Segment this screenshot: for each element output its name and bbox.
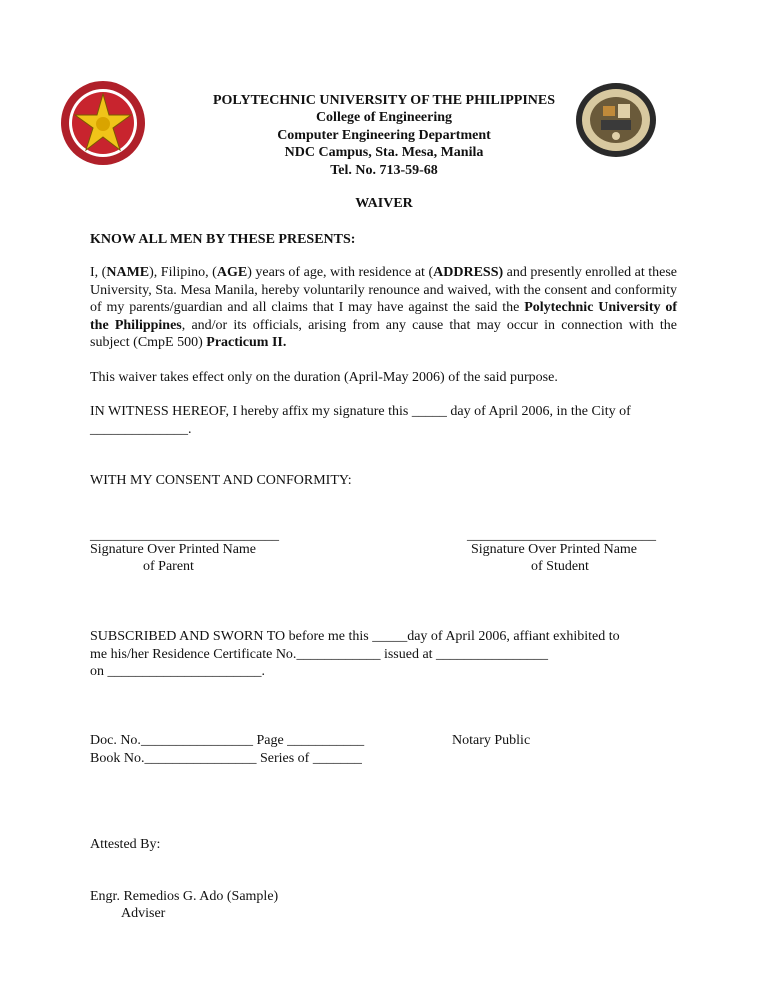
doc-page-line: Doc. No.________________ Page ___________ (90, 733, 365, 748)
sworn-statement-line3: on ______________________. (90, 664, 265, 679)
city-blank[interactable]: ______________ (90, 421, 188, 437)
witness-paragraph: IN WITNESS HEREOF, I hereby affix my signature this _____ day of April 2006, in the City of ______________. (90, 404, 631, 437)
address-placeholder: ADDRESS) (433, 265, 504, 280)
book-number-blank[interactable]: ________________ (144, 750, 257, 766)
duration-paragraph: This waiver takes effect only on the duration (April-May 2006) of the said purpose. (90, 370, 558, 385)
adviser-role: Adviser (121, 906, 166, 921)
student-label: of Student (531, 559, 589, 574)
student-signature-line[interactable]: ___________________________ (467, 528, 656, 543)
series-blank[interactable]: _______ (312, 750, 362, 766)
subject-reference: Practicum II. (206, 335, 287, 350)
student-signature-label: Signature Over Printed Name (471, 542, 638, 557)
college-name: College of Engineering (315, 110, 453, 125)
sworn-statement-line1: SUBSCRIBED AND SWORN TO before me this _____day of April 2006, affiant exhibited to (90, 629, 620, 644)
page-number-blank[interactable]: ___________ (287, 733, 365, 748)
document-title: WAIVER (355, 196, 413, 211)
parent-label: of Parent (143, 559, 194, 574)
attested-by-label: Attested By: (90, 837, 161, 852)
adviser-name: Engr. Remedios G. Ado (Sample) (90, 889, 279, 904)
name-placeholder: NAME (106, 265, 150, 280)
parent-signature-label: Signature Over Printed Name (90, 542, 257, 557)
campus-address: NDC Campus, Sta. Mesa, Manila (284, 145, 484, 160)
issued-at-blank[interactable]: ________________ (436, 646, 549, 662)
university-name: POLYTECHNIC UNIVERSITY OF THE PHILIPPINES (212, 93, 556, 108)
waiver-paragraph: I, (NAME), Filipino, (AGE) years of age, with residence at (ADDRESS) and presently enrolled at these University, Sta. Mesa Manila, hereby voluntarily renounce and waived, with the consent and conformity of my parents/guardian and all claims that I may have against the said the Polytechnic University of the Philippines, and/or its officials, arising from any cause that may occur in connection with the subject (CmpE 500) Practicum II. (90, 265, 677, 350)
parent-signature-line[interactable]: ___________________________ (90, 528, 279, 543)
university-reference: Polytechnic University of the Philippines (90, 300, 677, 333)
residence-cert-blank[interactable]: ____________ (296, 646, 381, 662)
telephone-number: Tel. No. 713-59-68 (330, 162, 438, 178)
sworn-statement-line2: me his/her Residence Certificate No.____________ issued at ________________ (90, 646, 549, 662)
consent-heading: WITH MY CONSENT AND CONFORMITY: (90, 473, 352, 488)
book-series-line: Book No.________________ Series of _______ (90, 750, 362, 766)
intro-heading: KNOW ALL MEN BY THESE PRESENTS: (90, 232, 356, 247)
age-placeholder: AGE (216, 265, 248, 280)
issued-on-blank[interactable]: ______________________ (107, 664, 262, 679)
notary-public-label: Notary Public (452, 733, 531, 748)
doc-number-blank[interactable]: ________________ (140, 733, 253, 748)
department-name: Computer Engineering Department (277, 127, 491, 143)
day-blank[interactable]: _____ (411, 404, 447, 419)
